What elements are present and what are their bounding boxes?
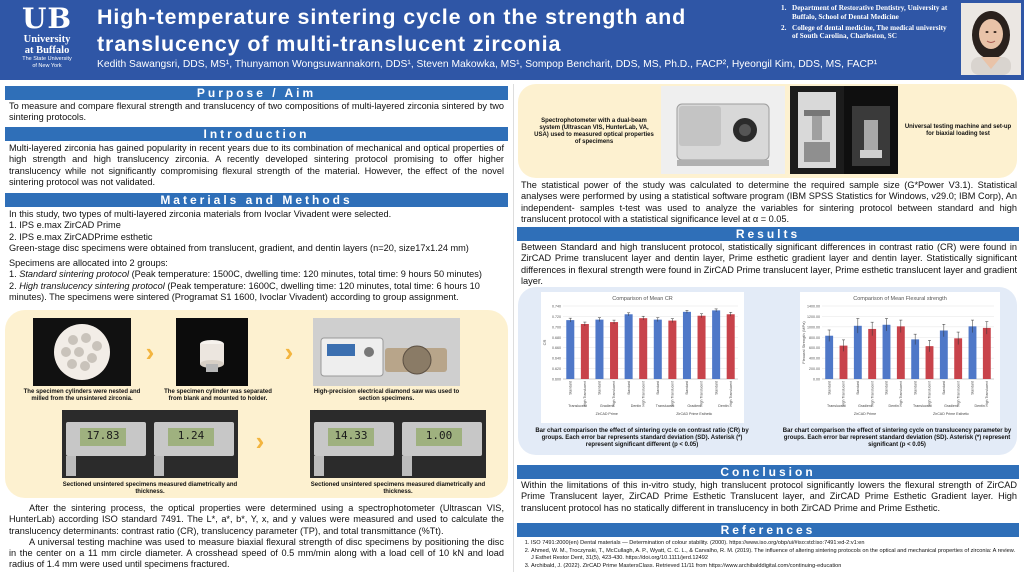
disc-description: Green-stage disc specimens were obtained from translucent, gradient, and dentin layers (n=20, size17x1.24 mm) — [9, 242, 469, 253]
title-line-2: translucency of multi-translucent zirconia — [97, 32, 562, 56]
y-tick-label: 0.640 — [552, 356, 561, 361]
bar — [883, 325, 891, 379]
group-label: Translucent — [655, 404, 675, 408]
conclusion-text: Within the limitations of this in-vitro study, high translucent protocol significantly lowers the flexural strength of ZirCAD Prime Translucent layer, ZirCAD Prime Esthetic Translucent layer, and ZirCAD Prime Esthetic Gradient layer. High translucent protocol has no statically different in translucency in both ZirCAD Prime and Prime Esthetic. — [521, 480, 1017, 513]
figure-caption: High-precision electrical diamond saw was used to section specimens. — [313, 389, 460, 402]
y-tick-label: 1200.00 — [807, 314, 820, 319]
group-label: Translucent — [913, 404, 932, 408]
supergroup-label: ZirCAD Prime — [853, 412, 877, 416]
introduction-heading: Introduction — [5, 127, 508, 141]
spectrophotometer-caption: Spectrophotometer with a dual-beam system (Ultrascan VIS, HunterLab, VA, USA) used to measured optical properties of specimens — [534, 118, 654, 145]
affiliation-list — [781, 4, 953, 43]
bar — [566, 320, 574, 379]
caliper-photo-2 — [310, 410, 486, 478]
bar — [610, 322, 618, 379]
optical-method: After the sintering process, the optical properties were determined using a spectrophotometer (Ultrascan VIS, HunterLab) according ISO standard 7491. The L*, a*, b*, Y, x, and y values were measured and used to calculate the translucency determinants: contrast ratio (CR), translucency parameter (TP), and total transmittance (%Tt). — [9, 503, 504, 536]
author-list: Kedith Sawangsri, DDS, MS¹, Thunyamon Wongsuwannakorn, DDS¹, Steven Makowka, MS¹, Sompop Bencharit, DDS, MS, Ph.D., FACP², Hyeongil Kim, DDS, MS, FACP¹ — [97, 59, 878, 70]
group-2 — [9, 281, 504, 304]
supergroup-label: ZirCAD Prime Esthetic — [676, 412, 713, 416]
y-tick-label: 400.00 — [809, 356, 820, 361]
strength-method: A universal testing machine was used to measure biaxial flexural strength of disc specimens by positioning the disc in the center on a 11 mm circle diameter. A crosshead speed of 0.5 mm/min along with a load cell of 10 kN and load radius of 1.4 mm were used until specimens fractured. — [9, 536, 504, 570]
x-tick-label: Standard — [685, 381, 690, 395]
bar — [825, 336, 833, 379]
group-number: 2. — [9, 280, 20, 291]
affiliation-item — [781, 24, 953, 42]
spectrophotometer-photo — [661, 86, 785, 174]
bar — [639, 318, 647, 379]
x-tick-label: Standard — [626, 381, 631, 395]
groups-intro: Specimens are allocated into 2 groups: — [9, 258, 168, 269]
bar — [698, 316, 706, 379]
logo-line-1: University — [23, 34, 71, 45]
x-tick-label: High Translucent — [870, 381, 875, 407]
title-line-1: High-temperature sintering cycle on the strength and — [97, 5, 687, 29]
bar — [625, 314, 633, 379]
results-heading: Results — [517, 227, 1019, 241]
y-tick-label: 0.660 — [552, 346, 561, 351]
purpose-heading: Purpose / Aim — [5, 86, 508, 100]
x-tick-label: High Translucent — [583, 381, 588, 407]
supergroup-label: ZirCAD Prime Esthetic — [933, 412, 969, 416]
x-tick-label: Standard — [913, 381, 918, 395]
bar — [911, 339, 919, 379]
contrast-ratio-chart — [541, 292, 744, 423]
figure-caption: The specimen cylinders were nested and milled from the unsintered zirconia. — [23, 389, 141, 402]
ub-mark: UB — [21, 2, 73, 35]
cr-chart-caption: Bar chart comparison the effect of sintering cycle on contrast ratio (CR) by groups. Each error bar represents standard deviation (SD). Asterisk (*) represent significant different (p < 0.05) — [535, 428, 749, 448]
logo-line-2: at Buffalo — [24, 45, 70, 56]
fs-chart-card — [800, 292, 1000, 423]
x-tick-label: Standard — [827, 381, 832, 395]
group-1 — [9, 269, 504, 280]
chevron-right-icon: › — [284, 337, 294, 367]
column-divider — [513, 84, 514, 572]
y-tick-label: 0.700 — [552, 325, 561, 330]
chart-title: Comparison of Mean CR — [612, 296, 673, 302]
bar — [868, 329, 876, 379]
x-tick-label: Standard — [597, 381, 602, 395]
x-tick-label: High Translucent — [728, 381, 733, 407]
figure-caption: The specimen cylinder was separated from blank and mounted to holder. — [164, 389, 272, 402]
bar — [983, 328, 991, 379]
material-item: 1. IPS e.max ZirCAD Prime — [9, 220, 121, 231]
bar — [581, 324, 589, 379]
bar — [683, 312, 691, 379]
poster-header — [0, 0, 1024, 80]
group-name: Standard sintering protocol — [19, 269, 130, 280]
y-tick-label: 1000.00 — [807, 325, 820, 330]
logo-line-4: of New York — [32, 63, 62, 69]
y-tick-label: 800.00 — [809, 335, 820, 340]
bar — [668, 321, 676, 379]
affiliation-text: College of dental medicine, The medical university of South Carolina, Charleston, SC — [792, 23, 947, 41]
introduction-text: Multi-layered zirconia has gained popularity in recent years due to its combination of mechanical and optical properties of high strength and high translucency zirconia. A recently developed sintering protocol promising to offer higher translucency while not significantly compromising flexural strength of the material. However, the effect of the novel sintering protocol was not validated. — [9, 143, 504, 187]
caliper-photo-1 — [62, 410, 238, 478]
bar — [969, 326, 977, 379]
methods-heading: Materials and Methods — [5, 193, 508, 207]
affiliation-item — [781, 4, 953, 22]
group-label: Gradient — [687, 404, 702, 408]
y-axis-label: CR — [542, 339, 547, 346]
x-tick-label: High Translucent — [985, 381, 990, 407]
chevron-right-icon: › — [145, 337, 155, 367]
methods-intro: In this study, two types of multi-layered zirconia materials from Ivoclar Vivadent were selected. — [9, 209, 392, 219]
figure-caption: Sectioned unsintered specimens measured diametrically and thickness. — [310, 482, 486, 495]
x-tick-label: Standard — [884, 381, 889, 395]
results-text: Between Standard and high translucent protocol, statistically significant differences in contrast ratio (CR) were found in ZirCAD Prime translucent layer and dentin layer, Prime esthetic gradient layer and dentin layer. Statistically significant differences in flexural strength were found in ZirCAD Prime translucent layer, Prime esthetic translucent layer and gradient layer. — [521, 242, 1017, 286]
bar — [727, 314, 735, 379]
poster-title — [97, 4, 777, 58]
statistics-text: The statistical power of the study was calculated to determine the required sample size (G*Power V3.1). Statistical analyses were performed by using a statistical software program (IBM SPSS Statistics for Windows, v29.0; IBM Corp), An independent- samples t-test was used to analyze the variables for sintering protocol between standard and high translucent protocol with a statistical significance level at α = 0.05. — [521, 180, 1017, 224]
affiliation-text: Department of Restorative Dentistry, University at Buffalo, School of Dental Medicine — [792, 4, 948, 21]
group-label: Dentin — [718, 404, 729, 408]
x-tick-label: High Translucent — [641, 381, 646, 407]
supergroup-label: ZirCAD Prime — [595, 412, 618, 416]
material-item: 2. IPS e.max ZirCADPrime esthetic — [9, 231, 153, 242]
y-axis-label: Flexural Strength (MPa) — [801, 321, 806, 364]
chevron-right-icon: › — [255, 426, 265, 456]
testing-machine-photo — [790, 86, 898, 174]
group-detail: (Peak temperature: 1600C, dwelling time: 120 minutes, total time: 6 hours 10 minutes). The specimens were sintered (Programat S1 1600, Ivoclar Vivadent) according to group assignment. — [9, 280, 480, 303]
group-label: Translucent — [568, 404, 587, 408]
group-label: Gradient — [599, 404, 614, 408]
reference-item: 3. Archibald, J. (2022). ZirCAD Prime MastersClass. Retrieved 11/11 from https://www.archibalddigital.com/continuing-education — [531, 563, 1017, 571]
y-tick-label: 200.00 — [809, 367, 820, 372]
conclusion-heading: Conclusion — [517, 465, 1019, 479]
diamond-saw-photo — [313, 318, 460, 386]
x-tick-label: High Translucent — [841, 381, 846, 407]
x-tick-label: High Translucent — [927, 381, 932, 407]
reference-item: 2. Ahmed, W. M., Troczynski, T., McCullagh, A. P., Wyatt, C. C. L., & Carvalho, R. M. (2019). The influence of altering sintering protocols on the optical and mechanical properties of zirconia: A review. J Esthet Restor Dent, 31(5), 423-430. https://doi.org/10.1111/jerd.12492 — [531, 548, 1017, 563]
caliper-reading: 14.33 — [334, 429, 368, 442]
caliper-reading: 1.00 — [425, 429, 453, 442]
x-tick-label: High Translucent — [699, 381, 704, 407]
bar — [854, 326, 862, 379]
university-logo — [6, 4, 88, 76]
y-tick-label: 1400.00 — [807, 304, 820, 309]
bar — [940, 331, 948, 379]
group-label: Translucent — [827, 404, 846, 408]
logo-line-3: The State University — [22, 56, 72, 62]
bar — [654, 320, 662, 379]
mounted-cylinder-photo — [176, 318, 248, 386]
y-tick-label: 600.00 — [809, 346, 820, 351]
caliper-reading: 1.24 — [177, 429, 205, 442]
x-tick-label: Standard — [970, 381, 975, 395]
affiliation-number: 1. — [781, 4, 787, 12]
group-label: Dentin — [888, 404, 899, 408]
y-tick-label: 0.720 — [552, 314, 561, 319]
bar — [595, 320, 603, 379]
author-photo — [961, 3, 1021, 75]
group-label: Gradient — [944, 404, 958, 408]
testing-machine-caption: Universal testing machine and set-up for biaxial loading test — [904, 124, 1012, 137]
y-tick-label: 0.600 — [552, 377, 561, 382]
x-tick-label: Standard — [942, 381, 947, 395]
bar — [712, 310, 720, 379]
bar — [897, 326, 905, 379]
y-tick-label: 0.680 — [552, 335, 561, 340]
fs-chart-caption: Bar chart comparison the effect of sintering cycle on translucency parameter by groups. Each error bar represent standard deviation (SD). Asterisk (*) represent significant (p < 0.05) — [782, 428, 1012, 448]
x-tick-label: Standard — [714, 381, 719, 395]
x-tick-label: Standard — [568, 381, 573, 395]
caliper-reading: 17.83 — [86, 429, 120, 442]
group-number: 1. — [9, 269, 20, 280]
x-tick-label: Standard — [655, 381, 660, 395]
methods-after-text — [9, 503, 504, 571]
purpose-text: To measure and compare flexural strength and translucency of two compositions of multi-layered zirconia sintered by two sintering protocols. — [9, 101, 504, 123]
reference-list — [521, 540, 1017, 570]
group-label: Dentin — [630, 404, 642, 408]
methods-text — [9, 209, 504, 303]
chart-title: Comparison of Mean Flexural strength — [853, 296, 947, 302]
x-tick-label: High Translucent — [612, 381, 617, 407]
x-tick-label: High Translucent — [670, 381, 675, 407]
group-label: Gradient — [858, 404, 872, 408]
y-tick-label: 0.620 — [552, 367, 561, 372]
flexural-strength-chart — [800, 292, 1000, 423]
group-name: High translucency sintering protocol — [19, 280, 165, 291]
y-tick-label: 0.740 — [552, 304, 561, 309]
references-heading: References — [517, 523, 1019, 537]
specimen-cylinders-photo — [33, 318, 131, 386]
y-tick-label: 0.00 — [813, 377, 820, 382]
affiliation-number: 2. — [781, 23, 787, 32]
x-tick-label: Standard — [856, 381, 861, 395]
x-tick-label: High Translucent — [899, 381, 904, 407]
reference-item: 1. ISO 7491:2000(en) Dental materials — Determination of colour stability. (2000). https://www.iso.org/obp/ui/#iso:std:iso:7491:ed-2:v1:en — [531, 540, 1017, 548]
cr-chart-card — [541, 292, 744, 423]
figure-caption: Sectioned unsintered specimens measured diametrically and thickness. — [62, 482, 238, 495]
group-detail: (Peak temperature: 1500C, dwelling time: 120 minutes, total time: 9 hours 50 minutes) — [129, 269, 482, 280]
x-tick-label: High Translucent — [956, 381, 961, 407]
group-label: Dentin — [974, 404, 985, 408]
